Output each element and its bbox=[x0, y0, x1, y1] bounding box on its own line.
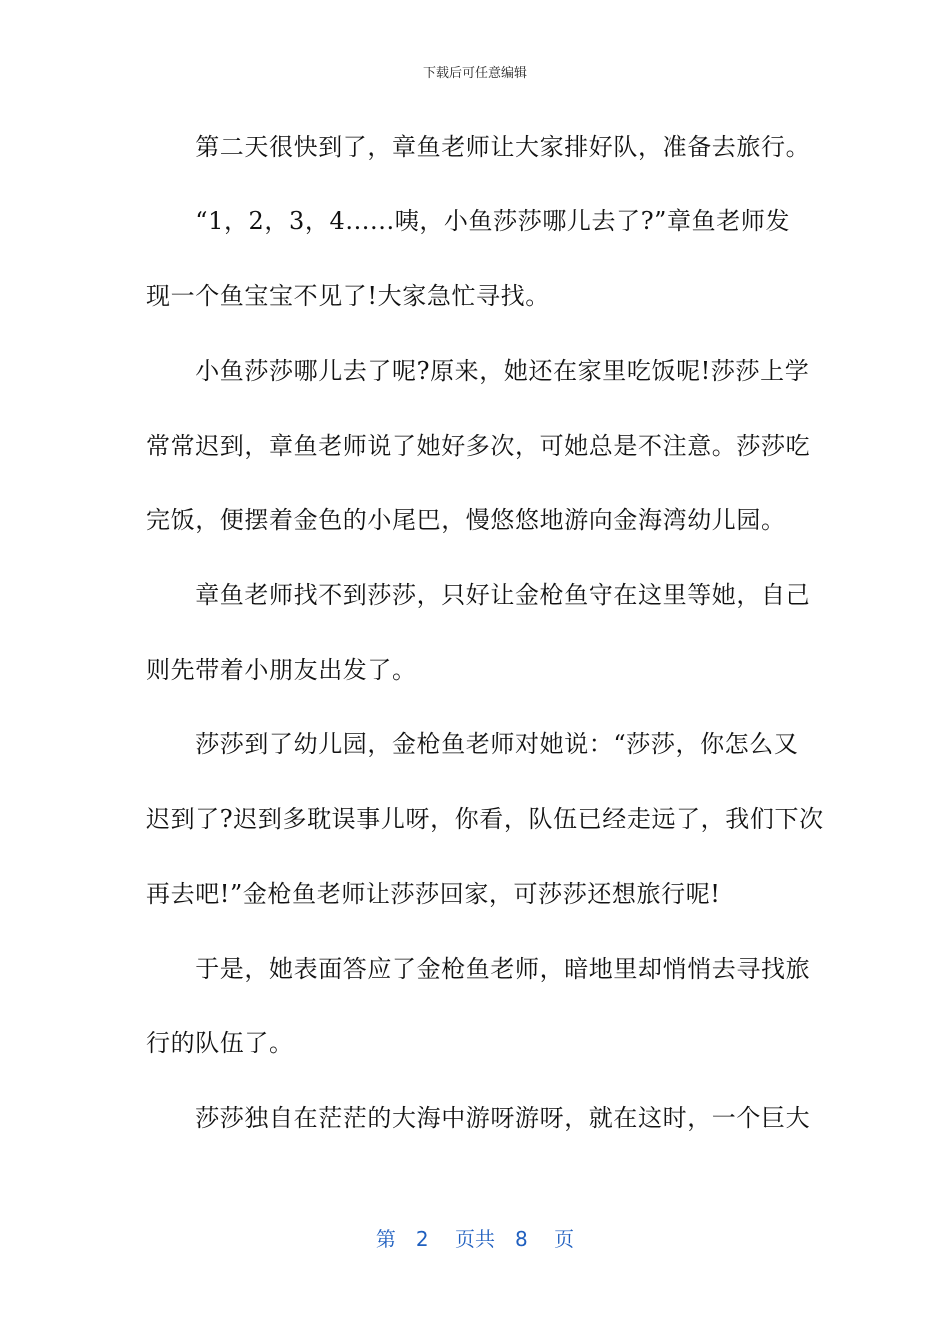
text-line: 完饭，便摆着金色的小尾巴，慢悠悠地游向金海湾幼儿园。 bbox=[146, 506, 786, 534]
text-line: 小鱼莎莎哪儿去了呢?原来，她还在家里吃饭呢!莎莎上学 bbox=[146, 357, 810, 385]
text-line: 再去吧!”金枪鱼老师让莎莎回家，可莎莎还想旅行呢! bbox=[146, 880, 721, 908]
text-line: 莎莎独自在茫茫的大海中游呀游呀，就在这时，一个巨大 bbox=[146, 1104, 811, 1132]
text-line: 章鱼老师找不到莎莎，只好让金枪鱼守在这里等她，自己 bbox=[146, 581, 811, 609]
text-line: 莎莎到了幼儿园，金枪鱼老师对她说：“莎莎，你怎么又 bbox=[146, 730, 799, 758]
page-header: 下载后可任意编辑 bbox=[422, 66, 527, 81]
text-line: 行的队伍了。 bbox=[146, 1029, 294, 1057]
text-line: 迟到了?迟到多耽误事儿呀，你看，队伍已经走远了，我们下次 bbox=[146, 805, 824, 833]
text-line: 于是，她表面答应了金枪鱼老师，暗地里却悄悄去寻找旅 bbox=[146, 955, 811, 983]
page-number-footer: 第 2 页共 8 页 bbox=[375, 1227, 575, 1251]
text-line: “1，2，3，4......咦，小鱼莎莎哪儿去了?”章鱼老师发 bbox=[146, 207, 791, 235]
text-line: 现一个鱼宝宝不见了!大家急忙寻找。 bbox=[146, 282, 550, 310]
text-line: 则先带着小朋友出发了。 bbox=[146, 656, 417, 684]
text-line: 第二天很快到了，章鱼老师让大家排好队，准备去旅行。 bbox=[146, 133, 811, 161]
text-line: 常常迟到，章鱼老师说了她好多次，可她总是不注意。莎莎吃 bbox=[146, 432, 811, 460]
